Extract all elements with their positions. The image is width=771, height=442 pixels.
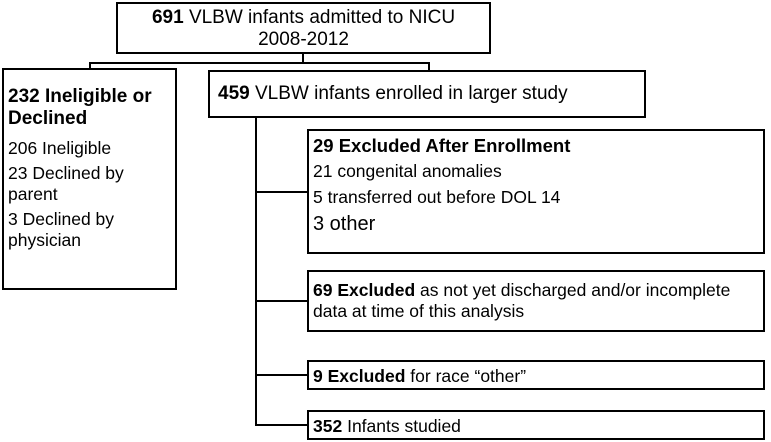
enrolled-text: VLBW infants enrolled in larger study: [254, 83, 568, 104]
excluded-race-box: [307, 360, 765, 390]
studied-text: Infants studied: [347, 416, 461, 436]
ineligible-box: [2, 68, 177, 290]
connector-horizontal-split: [89, 62, 430, 64]
ineligible-count: 232: [8, 86, 40, 107]
declined-parent-item: 23 Declined by parent: [8, 163, 124, 204]
studied-box: [307, 410, 765, 440]
connector-branch-studied: [255, 424, 308, 426]
excluded-after-enrollment-count: 29: [313, 135, 334, 156]
admitted-text: VLBW infants admitted to NICU 2008-2012: [188, 7, 456, 50]
enrolled-count: 459: [218, 83, 250, 104]
excluded-race-count: 9: [313, 366, 323, 386]
excluded-after-enrollment-box: [307, 129, 765, 254]
connector-branch-excl-enroll: [255, 191, 308, 193]
congenital-anomalies-item: 21 congenital anomalies: [313, 161, 502, 181]
admitted-box: [116, 2, 491, 54]
connector-branch-incomplete: [255, 300, 308, 302]
excluded-incomplete-box: [307, 270, 765, 332]
other-item: 3 other: [313, 213, 376, 235]
declined-physician-item: 3 Declined by physician: [8, 209, 115, 250]
connector-branch-race: [255, 374, 308, 376]
excluded-incomplete-text: as not yet discharged and/or incomplete data at time of this analysis: [313, 280, 731, 321]
admitted-count: 691: [151, 7, 184, 28]
excluded-after-enrollment-heading-text: Excluded After Enrollment: [338, 135, 571, 156]
ineligible-heading: [8, 86, 172, 130]
excluded-incomplete-label: Excluded: [337, 280, 416, 300]
transferred-out-item: 5 transferred out before DOL 14: [313, 187, 561, 207]
excluded-race-label: Excluded: [327, 366, 406, 386]
excluded-incomplete-count: 69: [313, 280, 333, 300]
excluded-after-enrollment-heading: [313, 135, 759, 157]
ineligible-heading-text: Ineligible or Declined: [8, 86, 152, 129]
enrolled-box: [208, 70, 646, 118]
ineligible-item: 206 Ineligible: [8, 138, 112, 158]
studied-count: 352: [313, 416, 343, 436]
excluded-race-text: for race “other”: [410, 366, 527, 386]
connector-vertical-trunk: [255, 118, 257, 426]
